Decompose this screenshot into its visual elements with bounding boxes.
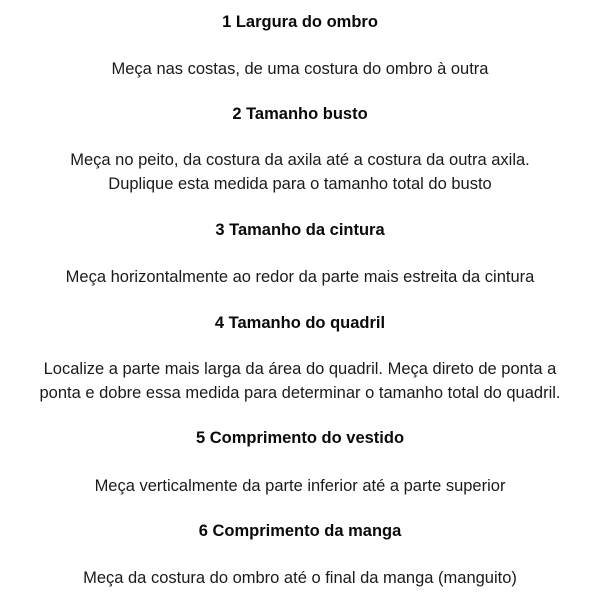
section-line: Meça nas costas, de uma costura do ombro à outra [111,60,489,78]
section-text-waist-size [0,265,600,289]
section-line: Meça verticalmente da parte inferior até a parte superior [94,477,506,495]
section-heading-sleeve-length: 6 Comprimento da manga [198,522,402,540]
section-line: Localize a parte mais larga da área do quadril. Meça direto de ponta a [43,360,557,378]
section-heading-bust-size: 2 Tamanho busto [232,105,368,123]
section-heading-shoulder-width: 1 Largura do ombro [222,13,378,31]
section-line: Duplique esta medida para o tamanho total do busto [108,175,492,193]
section-line: Meça da costura do ombro até o final da manga (manguito) [83,569,517,587]
section-text-bust-size [0,148,600,196]
section-heading-waist-size: 3 Tamanho da cintura [215,221,385,239]
section-text-shoulder-width [0,57,600,81]
section-text-hip-size [0,357,600,405]
section-line: Meça no peito, da costura da axila até a costura da outra axila. [70,151,530,169]
section-text-dress-length [0,474,600,498]
section-heading-dress-length: 5 Comprimento do vestido [195,429,405,447]
section-heading-hip-size: 4 Tamanho do quadril [214,314,386,332]
section-text-sleeve-length [0,566,600,590]
section-line: Meça horizontalmente ao redor da parte mais estreita da cintura [65,268,535,286]
section-line: ponta e dobre essa medida para determinar o tamanho total do quadril. [39,384,561,402]
